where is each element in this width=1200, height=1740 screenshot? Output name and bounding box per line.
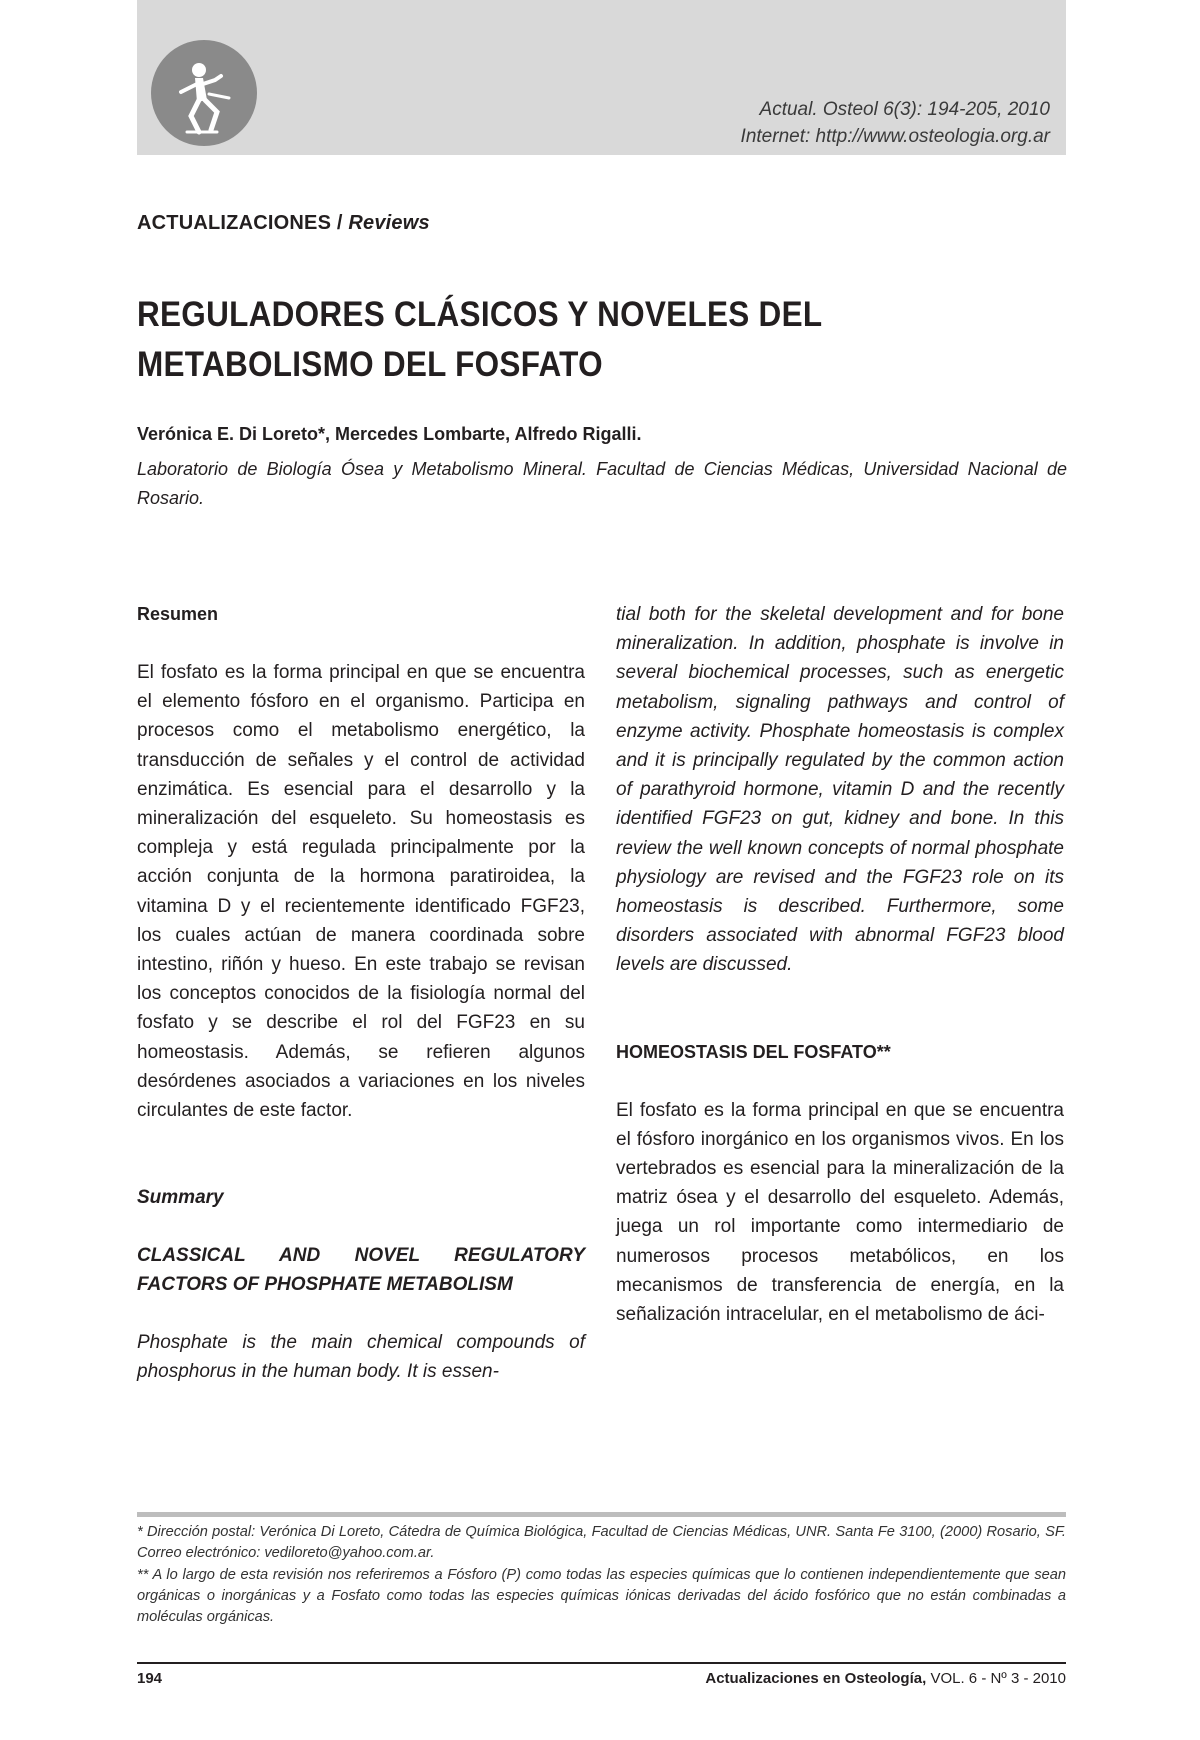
journal-footer xyxy=(705,1670,1066,1687)
resumen-text: El fosfato es la forma principal en que se encuentra el elemento fósforo en el organismo. Participa en procesos como el metabolismo energético, la transducción de señales y el control de actividad enzimática. Es esencial para el desarrollo y la mineralización del esqueleto. Su homeostasis es compleja y está regulada principalmente por la acción conjunta de la hormona paratiroidea, la vitamina D y el recientemente identificado FGF23, los cuales actúan de manera coordinada sobre intestino, riñón y hueso. En este trabajo se revisan los conceptos conocidos de la fisiología normal del fosfato y se describe el rol del FGF23 en su homeostasis. Además, se refieren algunos desórdenes asociados a variaciones en los niveles circulantes de este factor. xyxy=(137,662,585,1122)
homeostasis-text: El fosfato es la forma principal en que se encuentra el fósforo inorgánico en los organismos vivos. En los vertebrados es esencial para la mineralización de la matriz ósea y el desarrollo del esqueleto. Además, juega un rol importante como intermediario de numerosos procesos metabólicos, en los mecanismos de transferencia de energía, en la señalización intracelular, en el metabolismo de áci- xyxy=(616,1099,1064,1326)
section-label-es: ACTUALIZACIONES / xyxy=(137,212,343,234)
footnote-2: ** A lo largo de esta revisión nos referiremos a Fósforo (P) como todas las especies químicas que lo contienen independientemente que sean orgánicas o inorgánicas y a Fosfato como todas las especies químicas iónicas derivadas del ácido fosfórico que no están combinadas a moléculas orgánicas. xyxy=(137,1566,1066,1626)
article-affiliation: Laboratorio de Biología Ósea y Metabolismo Mineral. Facultad de Ciencias Médicas, Universidad Nacional de Rosario. xyxy=(137,459,1067,508)
left-column xyxy=(137,600,585,1387)
journal-logo-icon xyxy=(151,40,257,146)
footnotes xyxy=(137,1522,1066,1628)
journal-volume: VOL. 6 - Nº 3 - 2010 xyxy=(930,1670,1066,1687)
right-column xyxy=(616,600,1064,1329)
section-label-en: Reviews xyxy=(348,212,430,234)
article-authors: Verónica E. Di Loreto*, Mercedes Lombarte, Alfredo Rigalli. xyxy=(137,424,642,444)
summary-heading: Summary xyxy=(137,1187,224,1209)
internet-line[interactable]: Internet: http://www.osteologia.org.ar xyxy=(740,126,1050,147)
summary-text-part2: tial both for the skeletal development and for bone mineralization. In addition, phosphate is involve in several biochemical processes, such as energetic metabolism, signaling pathways and control of enzyme activity. Phosphate homeostasis is complex and it is principally regulated by the common action of parathyroid hormone, vitamin D and the recently identified FGF23 on gut, kidney and bone. In this review the well known concepts of normal phosphate physiology are revised and the FGF23 role on its homeostasis is described. Furthermore, some disorders associated with abnormal FGF23 blood levels are discussed. xyxy=(616,604,1064,976)
skeleton-figure-icon xyxy=(151,40,257,146)
footer-divider xyxy=(137,1662,1066,1664)
citation-line: Actual. Osteol 6(3): 194-205, 2010 xyxy=(759,99,1050,120)
article-title: REGULADORES CLÁSICOS Y NOVELES DEL METABOLISMO DEL FOSFATO xyxy=(137,295,822,384)
summary-text-part1: Phosphate is the main chemical compounds of phosphorus in the human body. It is essen- xyxy=(137,1332,585,1383)
page-number: 194 xyxy=(137,1670,163,1687)
resumen-heading: Resumen xyxy=(137,604,219,624)
footnote-divider xyxy=(137,1512,1066,1517)
footnote-1: * Dirección postal: Verónica Di Loreto, Cátedra de Química Biológica, Facultad de Ciencias Médicas, UNR. Santa Fe 3100, (2000) Rosario, SF. Correo electrónico: vediloreto@yahoo.com.ar. xyxy=(137,1524,1066,1562)
section-label xyxy=(137,212,430,235)
journal-citation xyxy=(741,96,1050,150)
summary-title: CLASSICAL AND NOVEL REGULATORY FACTORS OF PHOSPHATE METABOLISM xyxy=(137,1245,585,1296)
homeostasis-heading: HOMEOSTASIS DEL FOSFATO** xyxy=(616,1041,891,1062)
journal-name: Actualizaciones en Osteología, xyxy=(705,1670,927,1687)
